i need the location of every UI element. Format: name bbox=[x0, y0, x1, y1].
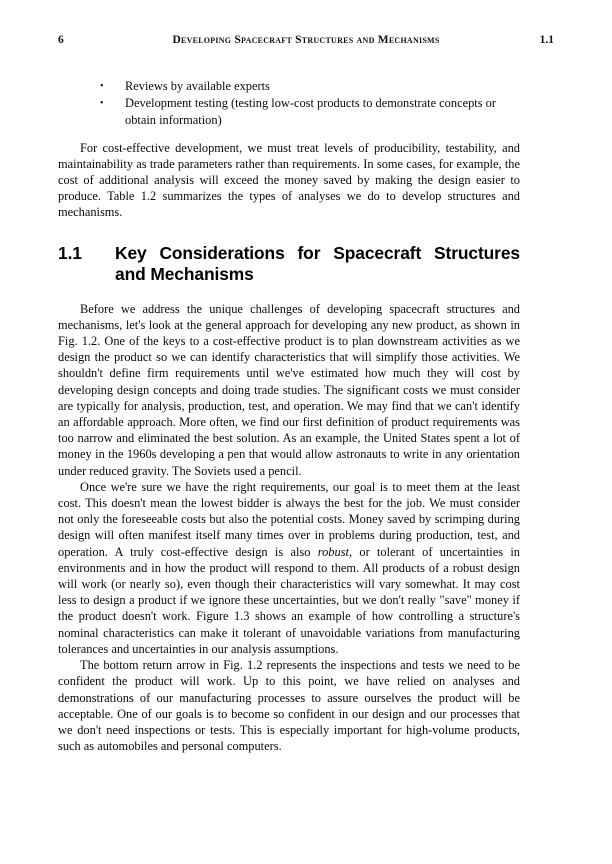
paragraph-text-part-2: , or tolerant of uncertainties in environments and in how the product will respond to them. All products of a robust design will work (or nearly so), even though their characteristics will vary somewhat. It may cost less to design a product if we ignore these uncertainties, but we don't really "save" money if the product doesn't work. Figure 1.3 shows an example of how controlling a structure's nominal characteristics can make it tolerant of unavoidable variations from manufacturing tolerances and uncertainties in our analysis assumptions. bbox=[58, 544, 520, 656]
list-item-text: Development testing (testing low-cost products to demonstrate concepts or obtain information) bbox=[125, 96, 496, 128]
list-item bbox=[58, 78, 520, 95]
list-item-text: Reviews by available experts bbox=[125, 79, 270, 93]
emphasis-robust: robust bbox=[317, 544, 349, 559]
paragraph-before-we-address: Before we address the unique challenges of developing spacecraft structures and mechanisms, let's look at the general approach for developing any new product, as shown in Fig. 1.2. One of the keys to a cost-effective product is to plan downstream activities as we design the product so we can identify characteristics that will simplify those activities. We shouldn't define firm requirements until we've estimated how much they will cost by developing design concepts and doing trade studies. The significant costs we must consider are typically for analysis, production, test, and operation. We may find that we can't identify an affordable approach. More often, we find our first definition of product requirements was too narrow and eliminated the best solution. As an example, the United States spent a lot of money in the 1960s developing a pen that would allow astronauts to write in any orientation under reduced gravity. The Soviets used a pencil. bbox=[58, 301, 520, 478]
section-heading bbox=[58, 243, 520, 285]
paragraph-text-part-1: Once we're sure we have the right requirements, our goal is to meet them at the least cost. This doesn't mean the lowest bidder is always the best for the job. We must consider not only the foreseeable costs but also the potential costs. Money saved by scrimping during design will often manifest itself many times over in problems during production, test, and operation. A truly cost-effective design is also bbox=[58, 479, 520, 559]
spacer bbox=[58, 285, 520, 301]
spacer bbox=[58, 130, 520, 140]
page-number: 6 bbox=[58, 34, 64, 46]
bullet-icon: • bbox=[100, 81, 104, 92]
section-heading-title: Key Considerations for Spacecraft Structures and Mechanisms bbox=[115, 242, 520, 284]
paragraph-cost-effective-development: For cost-effective development, we must treat levels of producibility, testability, and maintainability as trade parameters rather than requirements. In some cases, for example, the cost of additional analysis will exceed the money saved by making the design easier to produce. Table 1.2 summarizes the types of analyses we do to develop structures and mechanisms. bbox=[58, 140, 520, 220]
running-head-section-number: 1.1 bbox=[539, 34, 554, 46]
running-head-title: Developing Spacecraft Structures and Mechanisms bbox=[172, 34, 440, 46]
bullet-list bbox=[58, 78, 520, 130]
section-heading-number: 1.1 bbox=[58, 242, 82, 263]
running-head bbox=[58, 34, 554, 52]
body-column bbox=[58, 78, 520, 754]
paragraph-once-were-sure bbox=[58, 479, 520, 657]
paragraph-bottom-return-arrow: The bottom return arrow in Fig. 1.2 represents the inspections and tests we need to be confident the product will work. Up to this point, we have relied on analyses and demonstrations of our manufacturing processes to assure ourselves the product will be acceptable. One of our goals is to become so confident in our design and our processes that we don't need inspections or tests. This is especially important for high-volume products, such as automobiles and personal computers. bbox=[58, 658, 520, 754]
spacer bbox=[58, 221, 520, 243]
bullet-icon: • bbox=[100, 98, 104, 110]
list-item bbox=[58, 95, 520, 129]
